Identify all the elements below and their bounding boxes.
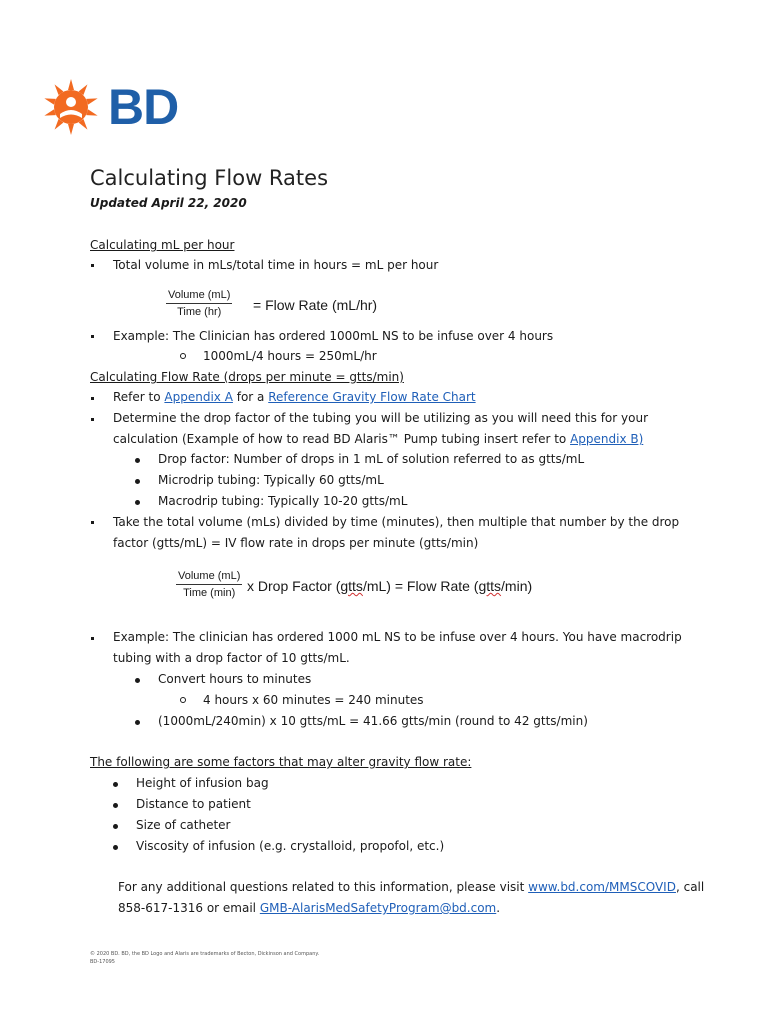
section-heading-flow-rate: Calculating Flow Rate (drops per minute = gtts/min) [90, 370, 404, 384]
formula-numerator: Volume (mL) [176, 570, 242, 585]
list-item: Drop factor: Number of drops in 1 mL of solution referred to as gtts/mL [158, 452, 585, 466]
section-heading-factors: The following are some factors that may alter gravity flow rate: [90, 755, 472, 769]
list-item: 4 hours x 60 minutes = 240 minutes [203, 693, 424, 707]
contact-line-1 [118, 880, 704, 894]
footer-code: BD-17095 [90, 959, 115, 965]
bullet-dot [113, 803, 118, 808]
list-item-continuation [113, 432, 643, 446]
bullet-dot [113, 845, 118, 850]
list-item: Macrodrip tubing: Typically 10-20 gtts/mL [158, 494, 408, 508]
contact-line-2 [118, 901, 500, 915]
formula-part1: x Drop Factor ( [247, 578, 341, 594]
email-link[interactable]: GMB-AlarisMedSafetyProgram@bd.com [259, 901, 497, 915]
section-heading-ml-per-hour: Calculating mL per hour [90, 238, 235, 252]
bullet-dot [135, 479, 140, 484]
list-item: Determine the drop factor of the tubing you will be utilizing as you will need this for your [113, 411, 649, 425]
formula-fraction [176, 570, 242, 599]
bullet-square [91, 397, 94, 400]
bullet-dot [135, 458, 140, 463]
formula-gtts: gtts [478, 578, 502, 594]
bd-starburst-icon [42, 78, 100, 136]
list-item: Size of catheter [136, 818, 231, 832]
bullet-square [91, 521, 94, 524]
formula-numerator: Volume (mL) [166, 289, 232, 304]
formula-denominator: Time (hr) [177, 306, 222, 318]
bullet-dot [113, 782, 118, 787]
bullet-circle [180, 697, 186, 703]
formula-part2: /mL) = Flow Rate ( [362, 578, 479, 594]
determine-text: calculation (Example of how to read BD Alaris™ Pump tubing insert refer to [113, 432, 571, 446]
footer-copyright: © 2020 BD. BD, the BD Logo and Alaris are trademarks of Becton, Dickinson and Company. [90, 951, 320, 957]
list-item: Microdrip tubing: Typically 60 gtts/mL [158, 473, 384, 487]
list-item [113, 390, 476, 404]
refer-mid: for a [232, 390, 269, 404]
formula-gtts: gtts [340, 578, 363, 594]
bullet-dot [135, 720, 140, 725]
list-item: Convert hours to minutes [158, 672, 312, 686]
bullet-square [91, 264, 94, 267]
formula-fraction [166, 289, 232, 318]
contact-text: For any additional questions related to this information, please visit [118, 880, 529, 894]
list-item-continuation: tubing with a drop factor of 10 gtts/mL. [113, 651, 350, 665]
contact-text: 858-617-1316 or email [118, 901, 260, 915]
list-item: Viscosity of infusion (e.g. crystalloid, propofol, etc.) [136, 839, 445, 853]
page-title: Calculating Flow Rates [90, 166, 329, 190]
bullet-dot [135, 678, 140, 683]
list-item: Take the total volume (mLs) divided by time (minutes), then multiple that number by the drop [113, 515, 680, 529]
list-item: Height of infusion bag [136, 776, 269, 790]
list-item: Example: The clinician has ordered 1000 mL NS to be infuse over 4 hours. You have macrodrip [113, 630, 682, 644]
list-item: 1000mL/4 hours = 250mL/hr [203, 349, 377, 363]
formula-result: = Flow Rate (mL/hr) [253, 297, 378, 313]
drop-factor-formula [247, 578, 532, 594]
updated-date: Updated April 22, 2020 [90, 196, 247, 210]
bullet-circle [180, 353, 186, 359]
list-item: Distance to patient [136, 797, 251, 811]
bullet-square [91, 335, 94, 338]
bullet-dot [135, 500, 140, 505]
list-item: (1000mL/240min) x 10 gtts/mL = 41.66 gtts/min (round to 42 gtts/min) [158, 714, 588, 728]
bd-logo [42, 78, 184, 138]
gravity-flow-rate-chart-link[interactable]: Reference Gravity Flow Rate Chart [268, 390, 476, 404]
bullet-square [91, 637, 94, 640]
contact-text: , call [675, 880, 705, 894]
refer-prefix: Refer to [113, 390, 165, 404]
list-item-continuation: factor (gtts/mL) = IV flow rate in drops per minute (gtts/min) [113, 536, 479, 550]
bd-logo-text: BD [108, 79, 179, 135]
formula-denominator: Time (min) [183, 587, 236, 599]
appendix-b-link[interactable]: Appendix B) [570, 432, 644, 446]
bullet-dot [113, 824, 118, 829]
list-item: Example: The Clinician has ordered 1000mL NS to be infuse over 4 hours [113, 329, 554, 343]
appendix-a-link[interactable]: Appendix A [164, 390, 233, 404]
mmscovid-link[interactable]: www.bd.com/MMSCOVID [528, 880, 676, 894]
formula-part3: /min) [501, 578, 533, 594]
contact-text: . [496, 901, 501, 915]
list-item: Total volume in mLs/total time in hours = mL per hour [113, 258, 439, 272]
bullet-square [91, 418, 94, 421]
